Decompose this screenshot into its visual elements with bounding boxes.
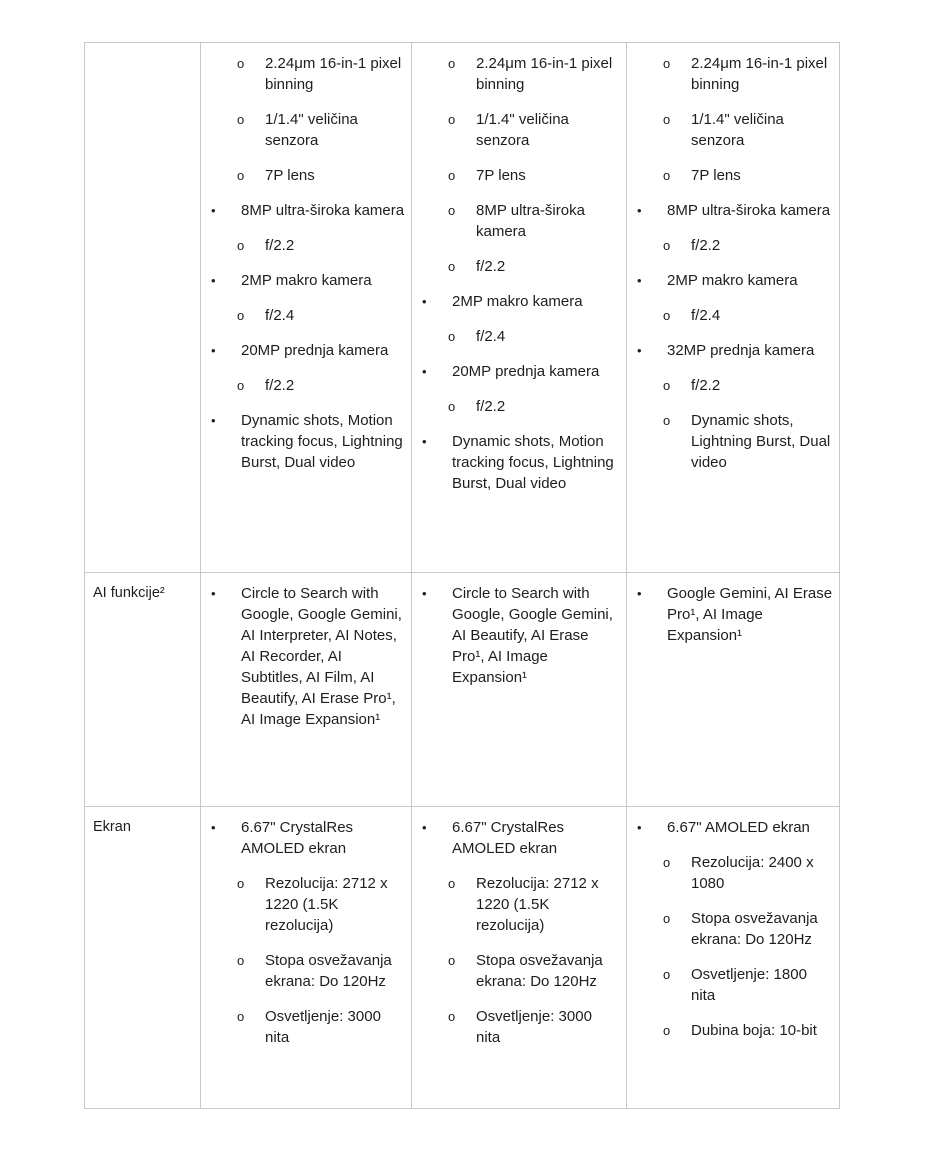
- list-item-text: Circle to Search with Google, Google Gemini, AI Beautify, AI Erase Pro¹, AI Image Expansion¹: [452, 585, 613, 686]
- list-item: [412, 873, 620, 936]
- list-item-text: f/2.2: [476, 258, 506, 275]
- list-item: [201, 165, 405, 186]
- sub-bullet-icon: o: [448, 876, 456, 891]
- list-item: [412, 817, 620, 859]
- list-item-text: Stopa osvežavanja ekrana: Do 120Hz: [476, 952, 603, 990]
- list-item-text: f/2.2: [265, 377, 295, 394]
- list-item-text: Dynamic shots, Motion tracking focus, Lightning Burst, Dual video: [241, 412, 403, 471]
- list-item: [412, 950, 620, 992]
- list-item: [627, 583, 833, 646]
- bullet-icon: •: [422, 586, 427, 601]
- list-item-text: Dynamic shots, Motion tracking focus, Lightning Burst, Dual video: [452, 433, 614, 492]
- bullet-icon: •: [637, 343, 642, 358]
- list-item: [201, 817, 405, 859]
- list-item-text: Dubina boja: 10-bit: [691, 1022, 817, 1039]
- list-item: [627, 235, 833, 256]
- spec-cell: [412, 43, 627, 573]
- list-item-text: Osvetljenje: 1800 nita: [691, 966, 807, 1004]
- sub-bullet-icon: o: [663, 911, 671, 926]
- spec-list: [201, 573, 411, 730]
- list-item-text: Dynamic shots, Lightning Burst, Dual video: [691, 412, 831, 471]
- list-item: [627, 817, 833, 838]
- bullet-icon: •: [637, 273, 642, 288]
- list-item-text: Rezolucija: 2400 x 1080: [691, 854, 814, 892]
- list-item-text: Osvetljenje: 3000 nita: [476, 1008, 592, 1046]
- list-item-text: Rezolucija: 2712 x 1220 (1.5K rezolucija): [265, 875, 388, 934]
- sub-bullet-icon: o: [237, 378, 245, 393]
- row-label: Ekran: [93, 819, 131, 835]
- list-item: [627, 305, 833, 326]
- sub-bullet-icon: o: [237, 168, 245, 183]
- row-label-cell: [85, 807, 201, 1109]
- list-item: [412, 396, 620, 417]
- sub-bullet-icon: o: [663, 238, 671, 253]
- spec-list: [627, 43, 839, 473]
- spec-cell: [201, 573, 412, 807]
- list-item-text: f/2.2: [476, 398, 506, 415]
- sub-bullet-icon: o: [663, 413, 671, 428]
- sub-bullet-icon: o: [448, 56, 456, 71]
- list-item-text: Stopa osvežavanja ekrana: Do 120Hz: [265, 952, 392, 990]
- bullet-icon: •: [211, 413, 216, 428]
- sub-bullet-icon: o: [237, 953, 245, 968]
- list-item: [201, 305, 405, 326]
- list-item-text: 32MP prednja kamera: [667, 342, 815, 359]
- list-item-text: Stopa osvežavanja ekrana: Do 120Hz: [691, 910, 818, 948]
- list-item-text: 2MP makro kamera: [667, 272, 798, 289]
- list-item: [201, 200, 405, 221]
- list-item: [412, 361, 620, 382]
- sub-bullet-icon: o: [448, 168, 456, 183]
- list-item-text: Osvetljenje: 3000 nita: [265, 1008, 381, 1046]
- spec-cell: [201, 807, 412, 1109]
- list-item: [412, 53, 620, 95]
- spec-cell: [627, 807, 840, 1109]
- sub-bullet-icon: o: [448, 203, 456, 218]
- list-item: [412, 1006, 620, 1048]
- list-item: [627, 270, 833, 291]
- list-item-text: Rezolucija: 2712 x 1220 (1.5K rezolucija): [476, 875, 599, 934]
- list-item: [627, 410, 833, 473]
- list-item: [412, 200, 620, 242]
- table-row-display: [85, 807, 840, 1109]
- sub-bullet-icon: o: [237, 1009, 245, 1024]
- spec-list: [201, 43, 411, 473]
- list-item: [627, 852, 833, 894]
- list-item-text: 2.24μm 16-in-1 pixel binning: [476, 55, 613, 93]
- list-item: [627, 109, 833, 151]
- spec-list: [627, 573, 839, 646]
- list-item-text: f/2.4: [265, 307, 295, 324]
- list-item-text: 2.24μm 16-in-1 pixel binning: [691, 55, 828, 93]
- list-item-text: 1/1.4" veličina senzora: [265, 111, 358, 149]
- list-item-text: 2MP makro kamera: [452, 293, 583, 310]
- spec-cell: [627, 43, 840, 573]
- spec-cell: [201, 43, 412, 573]
- sub-bullet-icon: o: [448, 259, 456, 274]
- list-item-text: 8MP ultra-široka kamera: [667, 202, 831, 219]
- list-item-text: 6.67" CrystalRes AMOLED ekran: [241, 819, 354, 857]
- spec-cell: [627, 573, 840, 807]
- sub-bullet-icon: o: [663, 378, 671, 393]
- bullet-icon: •: [211, 273, 216, 288]
- list-item-text: 8MP ultra-široka kamera: [476, 202, 585, 240]
- spec-cell: [412, 807, 627, 1109]
- row-label-cell: [85, 43, 201, 573]
- list-item: [412, 583, 620, 688]
- sub-bullet-icon: o: [663, 56, 671, 71]
- list-item: [201, 109, 405, 151]
- spec-list: [627, 807, 839, 1041]
- list-item-text: 7P lens: [691, 167, 741, 184]
- sub-bullet-icon: o: [448, 399, 456, 414]
- list-item: [201, 1006, 405, 1048]
- row-label: AI funkcije²: [93, 585, 165, 601]
- sub-bullet-icon: o: [448, 1009, 456, 1024]
- list-item: [412, 326, 620, 347]
- sub-bullet-icon: o: [663, 308, 671, 323]
- list-item-text: 6.67" CrystalRes AMOLED ekran: [452, 819, 565, 857]
- bullet-icon: •: [211, 203, 216, 218]
- list-item: [412, 165, 620, 186]
- sub-bullet-icon: o: [448, 953, 456, 968]
- spec-list: [412, 43, 626, 494]
- list-item-text: 7P lens: [265, 167, 315, 184]
- bullet-icon: •: [637, 203, 642, 218]
- sub-bullet-icon: o: [237, 112, 245, 127]
- sub-bullet-icon: o: [237, 308, 245, 323]
- sub-bullet-icon: o: [663, 168, 671, 183]
- list-item-text: Circle to Search with Google, Google Gemini, AI Interpreter, AI Notes, AI Recorder, AI Subtitles, AI Film, AI Beautify, AI Erase Pro¹, AI Image Expansion¹: [241, 585, 402, 728]
- list-item-text: 1/1.4" veličina senzora: [476, 111, 569, 149]
- table-row-camera: [85, 43, 840, 573]
- sub-bullet-icon: o: [663, 855, 671, 870]
- list-item-text: 6.67" AMOLED ekran: [667, 819, 810, 836]
- sub-bullet-icon: o: [237, 238, 245, 253]
- list-item: [627, 964, 833, 1006]
- spec-cell: [412, 573, 627, 807]
- list-item: [201, 53, 405, 95]
- sub-bullet-icon: o: [663, 967, 671, 982]
- list-item: [412, 256, 620, 277]
- spec-list: [201, 807, 411, 1048]
- list-item: [201, 375, 405, 396]
- spec-list: [412, 807, 626, 1048]
- list-item-text: 1/1.4" veličina senzora: [691, 111, 784, 149]
- list-item-text: 8MP ultra-široka kamera: [241, 202, 405, 219]
- list-item: [627, 53, 833, 95]
- list-item: [201, 873, 405, 936]
- list-item-text: 20MP prednja kamera: [452, 363, 600, 380]
- list-item-text: Google Gemini, AI Erase Pro¹, AI Image Expansion¹: [667, 585, 833, 644]
- list-item: [627, 375, 833, 396]
- list-item: [627, 1020, 833, 1041]
- list-item: [201, 340, 405, 361]
- list-item-text: 2.24μm 16-in-1 pixel binning: [265, 55, 402, 93]
- bullet-icon: •: [211, 343, 216, 358]
- list-item-text: f/2.2: [265, 237, 295, 254]
- list-item-text: f/2.4: [691, 307, 721, 324]
- bullet-icon: •: [422, 294, 427, 309]
- row-label-cell: [85, 573, 201, 807]
- sub-bullet-icon: o: [237, 56, 245, 71]
- bullet-icon: •: [422, 820, 427, 835]
- spec-table-body: [85, 43, 840, 1109]
- sub-bullet-icon: o: [663, 1023, 671, 1038]
- row-label: [85, 43, 200, 53]
- bullet-icon: •: [637, 820, 642, 835]
- list-item: [201, 270, 405, 291]
- sub-bullet-icon: o: [448, 112, 456, 127]
- list-item: [201, 410, 405, 473]
- list-item-text: f/2.2: [691, 237, 721, 254]
- list-item: [412, 431, 620, 494]
- bullet-icon: •: [422, 434, 427, 449]
- bullet-icon: •: [211, 820, 216, 835]
- spec-list: [412, 573, 626, 688]
- list-item: [201, 950, 405, 992]
- table-row-ai-features: [85, 573, 840, 807]
- sub-bullet-icon: o: [663, 112, 671, 127]
- list-item-text: f/2.2: [691, 377, 721, 394]
- list-item: [627, 908, 833, 950]
- list-item: [627, 165, 833, 186]
- list-item-text: 2MP makro kamera: [241, 272, 372, 289]
- list-item: [627, 200, 833, 221]
- list-item: [412, 291, 620, 312]
- list-item: [412, 109, 620, 151]
- list-item: [201, 235, 405, 256]
- list-item: [627, 340, 833, 361]
- list-item-text: 7P lens: [476, 167, 526, 184]
- sub-bullet-icon: o: [448, 329, 456, 344]
- list-item: [201, 583, 405, 730]
- bullet-icon: •: [637, 586, 642, 601]
- list-item-text: 20MP prednja kamera: [241, 342, 389, 359]
- sub-bullet-icon: o: [237, 876, 245, 891]
- spec-table: [84, 42, 840, 1109]
- bullet-icon: •: [211, 586, 216, 601]
- bullet-icon: •: [422, 364, 427, 379]
- list-item-text: f/2.4: [476, 328, 506, 345]
